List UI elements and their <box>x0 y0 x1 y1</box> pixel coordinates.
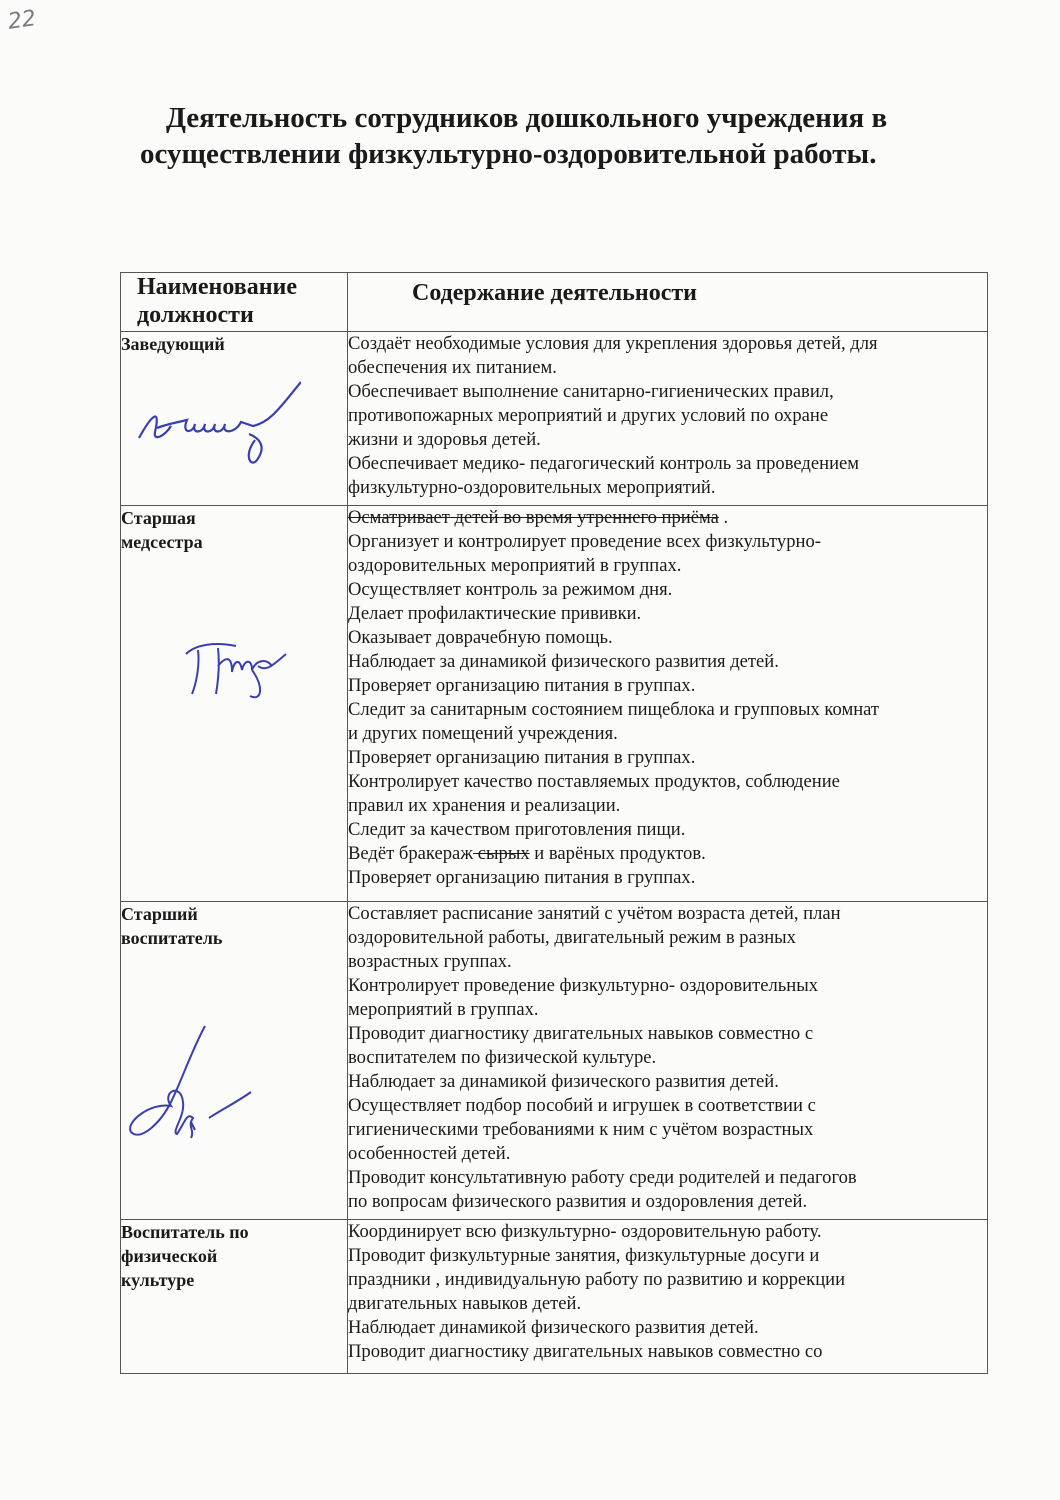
duty-line: мероприятий в группах. <box>348 999 539 1020</box>
duty-line: Осуществляет контроль за режимом дня. <box>348 579 673 600</box>
duty-line: Проводит физкультурные занятия, физкультурные досуги и <box>348 1245 820 1266</box>
duty-line: праздники , индивидуальную работу по развитию и коррекции <box>348 1269 846 1290</box>
duty-line: по вопросам физического развития и оздоровления детей. <box>348 1191 808 1212</box>
duty-line: Проводит диагностику двигательных навыков совместно с <box>348 1023 814 1044</box>
mixed-before: Ведёт бракераж <box>348 843 474 864</box>
table-row <box>121 332 988 506</box>
duty-line: оздоровительной работы, двигательный режим в разных <box>348 927 796 948</box>
title-line-2: осуществлении физкультурно-оздоровительной работы. <box>140 138 877 170</box>
table-header-row <box>121 273 988 332</box>
role-cell <box>121 332 348 506</box>
duty-line-struck <box>348 506 987 530</box>
duty-line: и других помещений учреждения. <box>348 723 618 744</box>
duty-line: Контролирует качество поставляемых продуктов, соблюдение <box>348 771 840 792</box>
duty-line: Составляет расписание занятий с учётом возраста детей, план <box>348 903 841 924</box>
duty-line: Проверяет организацию питания в группах. <box>348 675 696 696</box>
duty-line: противопожарных мероприятий и других условий по охране <box>348 405 829 426</box>
duty-line: физкультурно-оздоровительных мероприятий. <box>348 477 716 498</box>
page-number: 22 <box>6 6 38 35</box>
duty-line: жизни и здоровья детей. <box>348 429 541 450</box>
duty-line: Организует и контролирует проведение всех физкультурно- <box>348 531 821 552</box>
struck-text: Осматривает детей во время утреннего приёма <box>348 507 719 528</box>
document-title <box>120 100 1000 172</box>
mixed-after: и варёных продуктов. <box>529 843 706 864</box>
duty-line: Обеспечивает выполнение санитарно-гигиенических правил, <box>348 381 834 402</box>
role-label: Заведующий <box>121 334 225 354</box>
duty-line: Наблюдает за динамикой физического развития детей. <box>348 1071 779 1092</box>
duty-line-mixed <box>348 842 987 866</box>
duty-line: Контролирует проведение физкультурно- оздоровительных <box>348 975 818 996</box>
role-label: Воспитатель по физической культуре <box>121 1222 249 1290</box>
duty-line: воспитателем по физической культуре. <box>348 1047 657 1068</box>
duties-cell <box>348 332 988 506</box>
role-cell <box>121 1220 348 1374</box>
signature-senior-teacher-icon <box>121 1022 261 1152</box>
duty-line: Координирует всю физкультурно- оздоровительную работу. <box>348 1221 822 1242</box>
duties-table <box>120 272 988 1374</box>
duty-line: Осуществляет подбор пособий и игрушек в соответствии с <box>348 1095 816 1116</box>
duties-cell <box>348 902 988 1220</box>
duty-line: Создаёт необходимые условия для укрепления здоровья детей, для <box>348 333 878 354</box>
duty-line: обеспечения их питанием. <box>348 357 557 378</box>
role-label: Старший воспитатель <box>121 904 223 948</box>
duty-line: Наблюдает за динамикой физического развития детей. <box>348 651 779 672</box>
table-row <box>121 902 988 1220</box>
duty-line: правил их хранения и реализации. <box>348 795 621 816</box>
duty-line: Следит за санитарным состоянием пищеблока и групповых комнат <box>348 699 880 720</box>
duty-line: Проверяет организацию питания в группах. <box>348 867 696 888</box>
duties-cell <box>348 506 988 902</box>
duty-line: двигательных навыков детей. <box>348 1293 582 1314</box>
header-content-label: Содержание деятельности <box>412 280 697 306</box>
role-label: Старшая медсестра <box>121 508 203 552</box>
duty-line: Проводит диагностику двигательных навыков совместно со <box>348 1341 823 1362</box>
duty-line: Обеспечивает медико- педагогический контроль за проведением <box>348 453 860 474</box>
duties-cell <box>348 1220 988 1374</box>
signature-head-icon <box>131 376 301 466</box>
duty-line: Следит за качеством приготовления пищи. <box>348 819 686 840</box>
role-cell <box>121 506 348 902</box>
duty-line: особенностей детей. <box>348 1143 511 1164</box>
header-role-label: Наименование должности <box>137 274 297 328</box>
header-role <box>121 273 348 332</box>
title-line-1: Деятельность сотрудников дошкольного учреждения в <box>166 102 888 134</box>
role-cell <box>121 902 348 1220</box>
signature-nurse-icon <box>176 636 296 706</box>
duty-line: Делает профилактические прививки. <box>348 603 642 624</box>
mixed-struck: сырых <box>473 843 530 864</box>
table-row <box>121 1220 988 1374</box>
duty-line: оздоровительных мероприятий в группах. <box>348 555 682 576</box>
table-row <box>121 506 988 902</box>
duty-line: Проводит консультативную работу среди родителей и педагогов <box>348 1167 857 1188</box>
header-content <box>348 273 988 332</box>
struck-tail: . <box>718 507 729 528</box>
duty-line: гигиеническими требованиями к ним с учётом возрастных <box>348 1119 814 1140</box>
duty-line: Проверяет организацию питания в группах. <box>348 747 696 768</box>
duty-line: Оказывает доврачебную помощь. <box>348 627 613 648</box>
duty-line: возрастных группах. <box>348 951 512 972</box>
duty-line: Наблюдает динамикой физического развития детей. <box>348 1317 759 1338</box>
